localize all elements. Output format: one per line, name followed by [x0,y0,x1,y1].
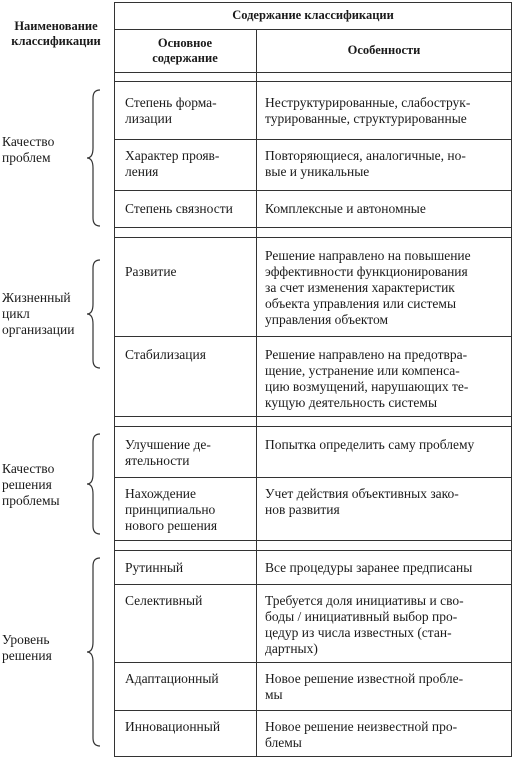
table-rule-bottom [114,756,512,757]
row-main-text: Степень связности [125,201,233,216]
table-rule [114,416,512,417]
row-main-text: Характер прояв- ления [125,148,220,179]
header-name-column: Наименование классификации [11,19,101,48]
row-feature-text: Попытка определить саму проблему [265,437,475,452]
table-rule [114,227,512,228]
brace-group-3 [86,432,106,536]
row-main-text: Селективный [125,593,203,608]
brace-group-1 [86,88,106,228]
row-feature-text: Решение направлено на повышение эффективности функционирования за счет изменения характеристик объекта управления или системы управления объектом [265,248,471,327]
row-main-text: Развитие [125,264,177,279]
header-main-column: Основное содержание [152,36,218,65]
category-label: Качество решения проблемы [2,461,60,508]
row-main-text: Адаптационный [125,671,219,686]
row-main-text: Рутинный [125,560,184,575]
table-rule [114,662,512,663]
row-main-text: Улучшение де- ятельности [125,437,211,468]
table-rule [114,190,512,191]
row-feature-text: Повторяющиеся, аналогичные, но- вые и уникальные [265,148,466,179]
table-rule [114,81,512,82]
table-rule [114,550,512,551]
row-feature-text: Учет действия объективных зако- нов развития [265,486,459,517]
row-feature-text: Требуется доля инициативы и сво- боды / инициативный выбор про- цедур из числа известных (стан- дартных) [265,593,464,656]
row-feature-text: Комплексные и автономные [265,201,426,216]
row-main-text: Инновационный [125,719,221,734]
brace-group-2 [86,258,106,370]
category-label: Качество проблем [2,134,55,165]
table-rule [114,29,512,30]
row-main-text: Степень форма- лизации [125,95,217,126]
table-rule [114,72,512,73]
category-label: Жизненный цикл организации [2,290,75,337]
row-main-text: Нахождение принципиально нового решения [125,486,218,533]
column-divider [256,29,257,757]
row-feature-text: Решение направлено на предотвра- щение, устранение или компенса- цию возмущений, нарушающих те- кущую деятельность системы [265,347,469,410]
table-rule [114,426,512,427]
row-feature-text: Все процедуры заранее предписаны [265,560,473,575]
table-rule [114,336,512,337]
table-rule [114,540,512,541]
brace-group-4 [86,556,106,748]
row-main-text: Стабилизация [125,347,206,362]
table-rule [114,477,512,478]
table-rule-top [114,2,512,3]
row-feature-text: Новое решение неизвестной про- блемы [265,719,458,750]
header-content-group: Содержание классификации [232,8,394,22]
category-label: Уровень решения [2,632,52,663]
row-feature-text: Неструктурированные, слабострук- турированные, структурированные [265,95,471,126]
table-rule [114,237,512,238]
table-rule [114,584,512,585]
table-rule [114,139,512,140]
row-feature-text: Новое решение известной пробле- мы [265,671,464,702]
table-border-left [114,2,115,757]
table-rule [114,710,512,711]
header-feature-column: Особенности [347,43,421,57]
